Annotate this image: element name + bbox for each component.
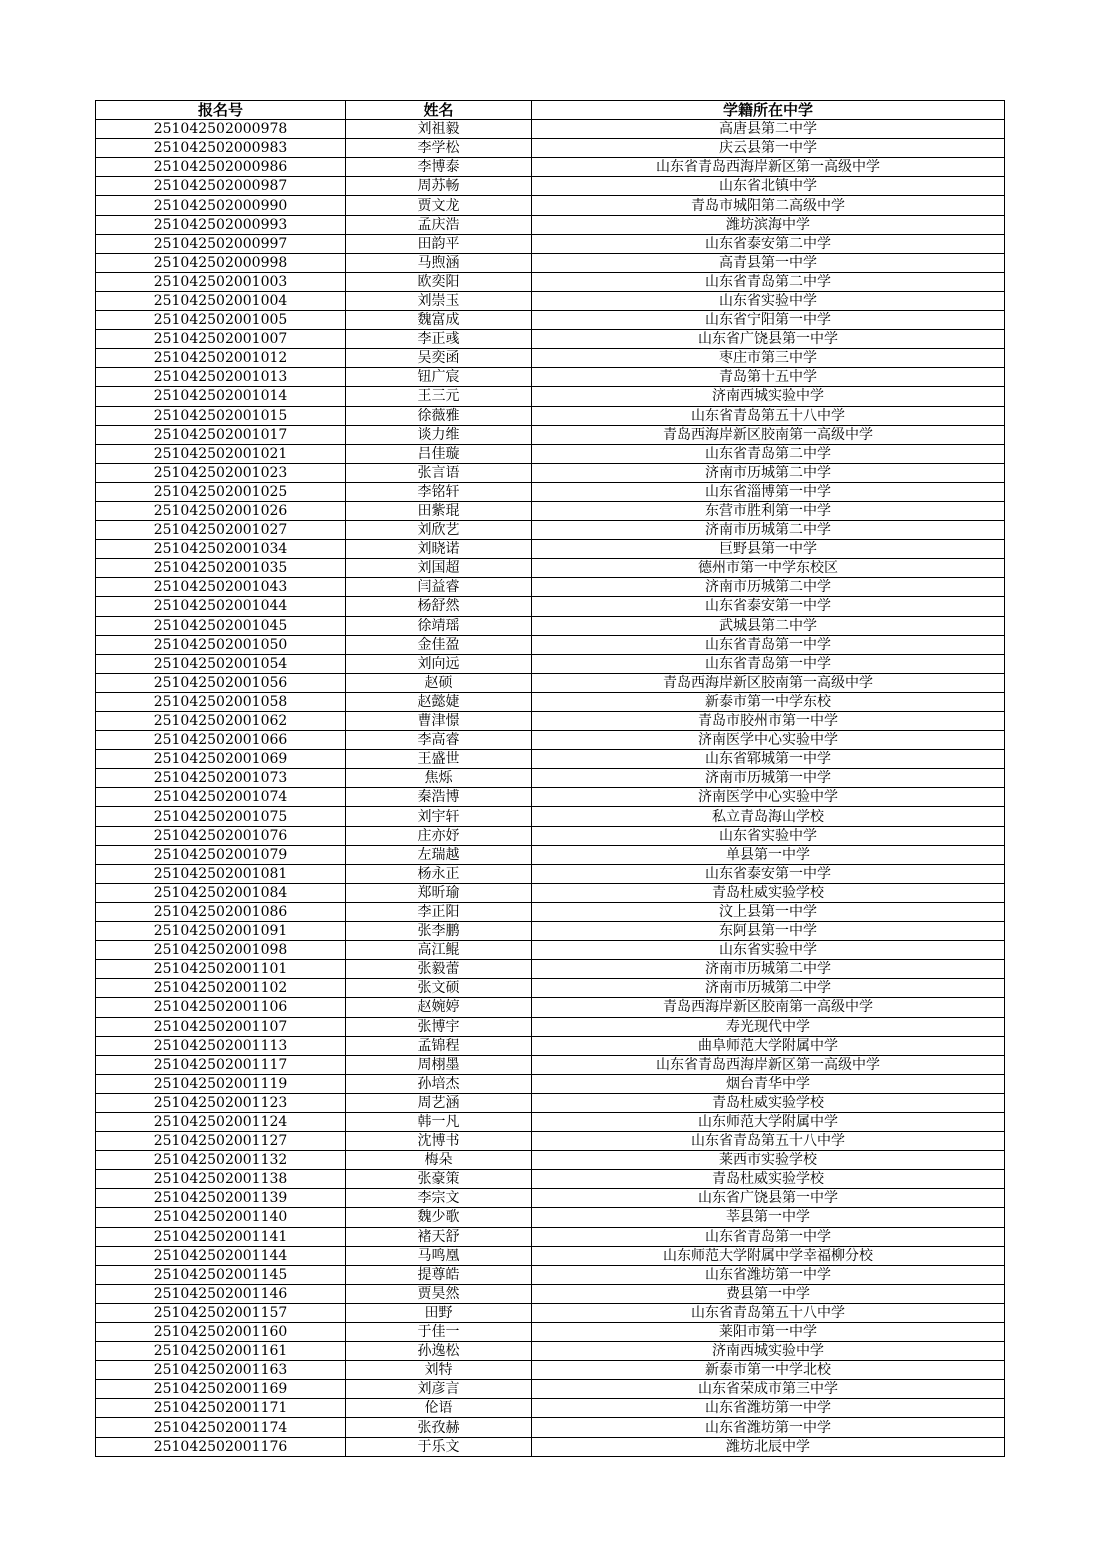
table-row <box>96 635 1005 654</box>
name-cell: 刘宇轩 <box>346 807 532 826</box>
school-cell: 山东省青岛第一中学 <box>532 654 1005 673</box>
table-row <box>96 139 1005 158</box>
name-cell: 马鸣凰 <box>346 1246 532 1265</box>
name-cell: 谈力维 <box>346 425 532 444</box>
school-cell: 青岛杜威实验学校 <box>532 1093 1005 1112</box>
name-cell: 曹津憬 <box>346 712 532 731</box>
table-row <box>96 501 1005 520</box>
name-cell: 刘欣艺 <box>346 521 532 540</box>
school-cell: 山东省青岛第一中学 <box>532 635 1005 654</box>
name-cell: 贾昊然 <box>346 1284 532 1303</box>
registration-number-cell: 251042502001005 <box>96 311 346 330</box>
registration-number-cell: 251042502001146 <box>96 1284 346 1303</box>
registration-number-cell: 251042502001106 <box>96 998 346 1017</box>
table-row <box>96 1437 1005 1456</box>
school-cell: 山东师范大学附属中学 <box>532 1112 1005 1131</box>
registration-number-cell: 251042502000983 <box>96 139 346 158</box>
table-row <box>96 311 1005 330</box>
registration-number-cell: 251042502001113 <box>96 1036 346 1055</box>
registration-number-cell: 251042502001144 <box>96 1246 346 1265</box>
name-cell: 梅朵 <box>346 1151 532 1170</box>
column-header-school: 学籍所在中学 <box>532 101 1005 120</box>
table-row <box>96 1323 1005 1342</box>
school-cell: 德州市第一中学东校区 <box>532 559 1005 578</box>
school-cell: 山东省泰安第二中学 <box>532 234 1005 253</box>
school-cell: 高青县第一中学 <box>532 253 1005 272</box>
name-cell: 秦浩博 <box>346 788 532 807</box>
school-cell: 济南市历城第二中学 <box>532 578 1005 597</box>
registration-number-cell: 251042502001145 <box>96 1265 346 1284</box>
name-cell: 提尊皓 <box>346 1265 532 1284</box>
name-cell: 张博宇 <box>346 1017 532 1036</box>
school-cell: 山东省青岛第二中学 <box>532 444 1005 463</box>
table-row <box>96 960 1005 979</box>
registration-number-cell: 251042502000986 <box>96 158 346 177</box>
table-row <box>96 883 1005 902</box>
registration-number-cell: 251042502001045 <box>96 616 346 635</box>
school-cell: 济南西城实验中学 <box>532 387 1005 406</box>
school-cell: 青岛杜威实验学校 <box>532 1170 1005 1189</box>
registration-number-cell: 251042502001174 <box>96 1418 346 1437</box>
registration-number-cell: 251042502001035 <box>96 559 346 578</box>
table-row <box>96 1074 1005 1093</box>
name-cell: 田韵平 <box>346 234 532 253</box>
name-cell: 张孜赫 <box>346 1418 532 1437</box>
school-cell: 青岛市城阳第二高级中学 <box>532 196 1005 215</box>
name-cell: 周艺涵 <box>346 1093 532 1112</box>
table-row <box>96 521 1005 540</box>
school-cell: 曲阜师范大学附属中学 <box>532 1036 1005 1055</box>
table-row <box>96 597 1005 616</box>
table-row <box>96 272 1005 291</box>
school-cell: 山东省青岛西海岸新区第一高级中学 <box>532 158 1005 177</box>
table-row <box>96 463 1005 482</box>
registration-number-cell: 251042502001023 <box>96 463 346 482</box>
school-cell: 枣庄市第三中学 <box>532 349 1005 368</box>
name-cell: 赵硕 <box>346 673 532 692</box>
school-cell: 山东省青岛西海岸新区第一高级中学 <box>532 1055 1005 1074</box>
registration-number-cell: 251042502001141 <box>96 1227 346 1246</box>
name-cell: 李宗文 <box>346 1189 532 1208</box>
name-cell: 金佳盈 <box>346 635 532 654</box>
registration-number-cell: 251042502001062 <box>96 712 346 731</box>
table-row <box>96 902 1005 921</box>
registration-number-cell: 251042502001081 <box>96 864 346 883</box>
table-row <box>96 540 1005 559</box>
name-cell: 郑昕瑜 <box>346 883 532 902</box>
school-cell: 山东省潍坊第一中学 <box>532 1265 1005 1284</box>
name-cell: 孙培杰 <box>346 1074 532 1093</box>
school-cell: 莱阳市第一中学 <box>532 1323 1005 1342</box>
school-cell: 济南市历城第二中学 <box>532 960 1005 979</box>
table-row <box>96 807 1005 826</box>
name-cell: 伦语 <box>346 1399 532 1418</box>
table-row <box>96 1418 1005 1437</box>
table-row <box>96 559 1005 578</box>
name-cell: 孙逸松 <box>346 1342 532 1361</box>
roster-table <box>95 100 1005 1457</box>
registration-number-cell: 251042502001014 <box>96 387 346 406</box>
table-row <box>96 1151 1005 1170</box>
column-header-registration-number: 报名号 <box>96 101 346 120</box>
registration-number-cell: 251042502001034 <box>96 540 346 559</box>
table-row <box>96 1093 1005 1112</box>
school-cell: 山东省青岛第二中学 <box>532 272 1005 291</box>
registration-number-cell: 251042502001043 <box>96 578 346 597</box>
table-row <box>96 731 1005 750</box>
school-cell: 青岛第十五中学 <box>532 368 1005 387</box>
registration-number-cell: 251042502001058 <box>96 692 346 711</box>
table-row <box>96 1284 1005 1303</box>
name-cell: 张毅蕾 <box>346 960 532 979</box>
registration-number-cell: 251042502001132 <box>96 1151 346 1170</box>
registration-number-cell: 251042502001044 <box>96 597 346 616</box>
registration-number-cell: 251042502001003 <box>96 272 346 291</box>
table-row <box>96 1227 1005 1246</box>
registration-number-cell: 251042502001004 <box>96 291 346 310</box>
table-row <box>96 692 1005 711</box>
table-row <box>96 1265 1005 1284</box>
table-row <box>96 1036 1005 1055</box>
table-row <box>96 864 1005 883</box>
registration-number-cell: 251042502001076 <box>96 826 346 845</box>
registration-number-cell: 251042502001056 <box>96 673 346 692</box>
registration-number-cell: 251042502001075 <box>96 807 346 826</box>
table-row <box>96 979 1005 998</box>
name-cell: 于佳一 <box>346 1323 532 1342</box>
registration-number-cell: 251042502001021 <box>96 444 346 463</box>
school-cell: 青岛杜威实验学校 <box>532 883 1005 902</box>
name-cell: 李博泰 <box>346 158 532 177</box>
table-row <box>96 330 1005 349</box>
name-cell: 张文硕 <box>346 979 532 998</box>
registration-number-cell: 251042502001101 <box>96 960 346 979</box>
table-row <box>96 826 1005 845</box>
table-row <box>96 234 1005 253</box>
name-cell: 魏少歌 <box>346 1208 532 1227</box>
table-row <box>96 1112 1005 1131</box>
registration-number-cell: 251042502001176 <box>96 1437 346 1456</box>
name-cell: 钮广宸 <box>346 368 532 387</box>
table-row <box>96 158 1005 177</box>
school-cell: 青岛市胶州市第一中学 <box>532 712 1005 731</box>
table-row <box>96 922 1005 941</box>
school-cell: 东阿县第一中学 <box>532 922 1005 941</box>
name-cell: 魏富成 <box>346 311 532 330</box>
name-cell: 田紫琨 <box>346 501 532 520</box>
registration-number-cell: 251042502001084 <box>96 883 346 902</box>
name-cell: 张李鹏 <box>346 922 532 941</box>
school-cell: 山东省实验中学 <box>532 941 1005 960</box>
school-cell: 山东省青岛第一中学 <box>532 1227 1005 1246</box>
registration-number-cell: 251042502001086 <box>96 902 346 921</box>
school-cell: 山东省潍坊第一中学 <box>532 1418 1005 1437</box>
table-row <box>96 349 1005 368</box>
name-cell: 欧奕阳 <box>346 272 532 291</box>
registration-number-cell: 251042502000998 <box>96 253 346 272</box>
name-cell: 张言语 <box>346 463 532 482</box>
table-row <box>96 998 1005 1017</box>
registration-number-cell: 251042502001091 <box>96 922 346 941</box>
table-row <box>96 654 1005 673</box>
name-cell: 张豪策 <box>346 1170 532 1189</box>
name-cell: 杨舒然 <box>346 597 532 616</box>
table-row <box>96 941 1005 960</box>
registration-number-cell: 251042502001124 <box>96 1112 346 1131</box>
name-cell: 褚天舒 <box>346 1227 532 1246</box>
school-cell: 青岛西海岸新区胶南第一高级中学 <box>532 425 1005 444</box>
name-cell: 韩一凡 <box>346 1112 532 1131</box>
registration-number-cell: 251042502001069 <box>96 750 346 769</box>
school-cell: 单县第一中学 <box>532 845 1005 864</box>
school-cell: 山东省实验中学 <box>532 291 1005 310</box>
table-row <box>96 788 1005 807</box>
school-cell: 新泰市第一中学东校 <box>532 692 1005 711</box>
registration-number-cell: 251042502001066 <box>96 731 346 750</box>
table-row <box>96 387 1005 406</box>
name-cell: 刘彦言 <box>346 1380 532 1399</box>
table-row <box>96 1170 1005 1189</box>
school-cell: 山东省青岛第五十八中学 <box>532 406 1005 425</box>
name-cell: 孟庆浩 <box>346 215 532 234</box>
school-cell: 青岛西海岸新区胶南第一高级中学 <box>532 673 1005 692</box>
school-cell: 高唐县第二中学 <box>532 120 1005 139</box>
registration-number-cell: 251042502001160 <box>96 1323 346 1342</box>
name-cell: 徐薇雅 <box>346 406 532 425</box>
name-cell: 杨永正 <box>346 864 532 883</box>
table-row <box>96 1132 1005 1151</box>
name-cell: 刘特 <box>346 1361 532 1380</box>
name-cell: 田野 <box>346 1303 532 1322</box>
registration-number-cell: 251042502001054 <box>96 654 346 673</box>
registration-number-cell: 251042502001017 <box>96 425 346 444</box>
school-cell: 汶上县第一中学 <box>532 902 1005 921</box>
school-cell: 山东省北镇中学 <box>532 177 1005 196</box>
table-row <box>96 291 1005 310</box>
registration-number-cell: 251042502001013 <box>96 368 346 387</box>
name-cell: 吴奕函 <box>346 349 532 368</box>
registration-number-cell: 251042502001098 <box>96 941 346 960</box>
registration-number-cell: 251042502001007 <box>96 330 346 349</box>
registration-number-cell: 251042502001074 <box>96 788 346 807</box>
school-cell: 济南市历城第二中学 <box>532 463 1005 482</box>
name-cell: 李学松 <box>346 139 532 158</box>
table-row <box>96 1017 1005 1036</box>
table-row <box>96 253 1005 272</box>
table-row <box>96 1189 1005 1208</box>
name-cell: 王三元 <box>346 387 532 406</box>
name-cell: 沈博书 <box>346 1132 532 1151</box>
column-header-name: 姓名 <box>346 101 532 120</box>
name-cell: 周苏畅 <box>346 177 532 196</box>
table-row <box>96 177 1005 196</box>
school-cell: 莱西市实验学校 <box>532 1151 1005 1170</box>
school-cell: 济南市历城第一中学 <box>532 769 1005 788</box>
registration-number-cell: 251042502001025 <box>96 482 346 501</box>
table-row <box>96 673 1005 692</box>
school-cell: 烟台青华中学 <box>532 1074 1005 1093</box>
name-cell: 周栩墨 <box>346 1055 532 1074</box>
table-row <box>96 368 1005 387</box>
school-cell: 山东省淄博第一中学 <box>532 482 1005 501</box>
name-cell: 李高睿 <box>346 731 532 750</box>
school-cell: 山东省潍坊第一中学 <box>532 1399 1005 1418</box>
school-cell: 济南医学中心实验中学 <box>532 731 1005 750</box>
table-row <box>96 1361 1005 1380</box>
registration-number-cell: 251042502001119 <box>96 1074 346 1093</box>
registration-number-cell: 251042502001012 <box>96 349 346 368</box>
name-cell: 赵婉婷 <box>346 998 532 1017</box>
school-cell: 山东师范大学附属中学幸福柳分校 <box>532 1246 1005 1265</box>
name-cell: 赵懿婕 <box>346 692 532 711</box>
name-cell: 李铭轩 <box>346 482 532 501</box>
school-cell: 潍坊北辰中学 <box>532 1437 1005 1456</box>
table-row <box>96 750 1005 769</box>
name-cell: 刘晓诺 <box>346 540 532 559</box>
table-row <box>96 712 1005 731</box>
name-cell: 刘祖毅 <box>346 120 532 139</box>
school-cell: 私立青岛海山学校 <box>532 807 1005 826</box>
registration-number-cell: 251042502001138 <box>96 1170 346 1189</box>
registration-number-cell: 251042502001157 <box>96 1303 346 1322</box>
school-cell: 山东省实验中学 <box>532 826 1005 845</box>
school-cell: 潍坊滨海中学 <box>532 215 1005 234</box>
name-cell: 孟锦程 <box>346 1036 532 1055</box>
name-cell: 刘国超 <box>346 559 532 578</box>
table-row <box>96 444 1005 463</box>
table-row <box>96 616 1005 635</box>
name-cell: 李正阳 <box>346 902 532 921</box>
registration-number-cell: 251042502001171 <box>96 1399 346 1418</box>
school-cell: 济南市历城第二中学 <box>532 979 1005 998</box>
school-cell: 东营市胜利第一中学 <box>532 501 1005 520</box>
registration-number-cell: 251042502000987 <box>96 177 346 196</box>
registration-number-cell: 251042502000997 <box>96 234 346 253</box>
school-cell: 费县第一中学 <box>532 1284 1005 1303</box>
school-cell: 新泰市第一中学北校 <box>532 1361 1005 1380</box>
table-row <box>96 578 1005 597</box>
name-cell: 李正彧 <box>346 330 532 349</box>
table-row <box>96 1399 1005 1418</box>
name-cell: 吕佳璇 <box>346 444 532 463</box>
registration-number-cell: 251042502001123 <box>96 1093 346 1112</box>
registration-number-cell: 251042502001161 <box>96 1342 346 1361</box>
registration-number-cell: 251042502001015 <box>96 406 346 425</box>
registration-number-cell: 251042502001027 <box>96 521 346 540</box>
school-cell: 山东省青岛第五十八中学 <box>532 1132 1005 1151</box>
registration-number-cell: 251042502001026 <box>96 501 346 520</box>
table-row <box>96 1208 1005 1227</box>
name-cell: 庄亦妤 <box>346 826 532 845</box>
school-cell: 山东省荣成市第三中学 <box>532 1380 1005 1399</box>
registration-number-cell: 251042502001139 <box>96 1189 346 1208</box>
name-cell: 刘崇玉 <box>346 291 532 310</box>
table-row <box>96 406 1005 425</box>
registration-number-cell: 251042502001140 <box>96 1208 346 1227</box>
name-cell: 于乐文 <box>346 1437 532 1456</box>
table-row <box>96 425 1005 444</box>
school-cell: 巨野县第一中学 <box>532 540 1005 559</box>
registration-number-cell: 251042502000990 <box>96 196 346 215</box>
registration-number-cell: 251042502001169 <box>96 1380 346 1399</box>
school-cell: 山东省广饶县第一中学 <box>532 330 1005 349</box>
registration-number-cell: 251042502001163 <box>96 1361 346 1380</box>
name-cell: 刘向远 <box>346 654 532 673</box>
name-cell: 王盛世 <box>346 750 532 769</box>
name-cell: 徐靖瑶 <box>346 616 532 635</box>
table-row <box>96 1303 1005 1322</box>
table-row <box>96 769 1005 788</box>
table-row <box>96 215 1005 234</box>
table-row <box>96 1380 1005 1399</box>
table-row <box>96 196 1005 215</box>
name-cell: 闫益睿 <box>346 578 532 597</box>
registration-number-cell: 251042502001079 <box>96 845 346 864</box>
school-cell: 庆云县第一中学 <box>532 139 1005 158</box>
school-cell: 济南医学中心实验中学 <box>532 788 1005 807</box>
name-cell: 焦烁 <box>346 769 532 788</box>
school-cell: 山东省广饶县第一中学 <box>532 1189 1005 1208</box>
name-cell: 贾文龙 <box>346 196 532 215</box>
school-cell: 济南西城实验中学 <box>532 1342 1005 1361</box>
school-cell: 山东省泰安第一中学 <box>532 864 1005 883</box>
school-cell: 山东省郓城第一中学 <box>532 750 1005 769</box>
table-row <box>96 1246 1005 1265</box>
name-cell: 左瑞越 <box>346 845 532 864</box>
school-cell: 济南市历城第二中学 <box>532 521 1005 540</box>
school-cell: 寿光现代中学 <box>532 1017 1005 1036</box>
table-row <box>96 1055 1005 1074</box>
school-cell: 山东省泰安第一中学 <box>532 597 1005 616</box>
header-row <box>96 101 1005 120</box>
registration-number-cell: 251042502001127 <box>96 1132 346 1151</box>
table-body <box>96 120 1005 1457</box>
school-cell: 莘县第一中学 <box>532 1208 1005 1227</box>
school-cell: 青岛西海岸新区胶南第一高级中学 <box>532 998 1005 1017</box>
school-cell: 山东省青岛第五十八中学 <box>532 1303 1005 1322</box>
school-cell: 山东省宁阳第一中学 <box>532 311 1005 330</box>
table-row <box>96 120 1005 139</box>
name-cell: 马煦涵 <box>346 253 532 272</box>
registration-number-cell: 251042502001073 <box>96 769 346 788</box>
school-cell: 武城县第二中学 <box>532 616 1005 635</box>
table-row <box>96 482 1005 501</box>
registration-number-cell: 251042502000993 <box>96 215 346 234</box>
table-row <box>96 845 1005 864</box>
registration-number-cell: 251042502001117 <box>96 1055 346 1074</box>
registration-number-cell: 251042502000978 <box>96 120 346 139</box>
registration-number-cell: 251042502001107 <box>96 1017 346 1036</box>
registration-number-cell: 251042502001102 <box>96 979 346 998</box>
registration-number-cell: 251042502001050 <box>96 635 346 654</box>
table-row <box>96 1342 1005 1361</box>
name-cell: 高江鲲 <box>346 941 532 960</box>
